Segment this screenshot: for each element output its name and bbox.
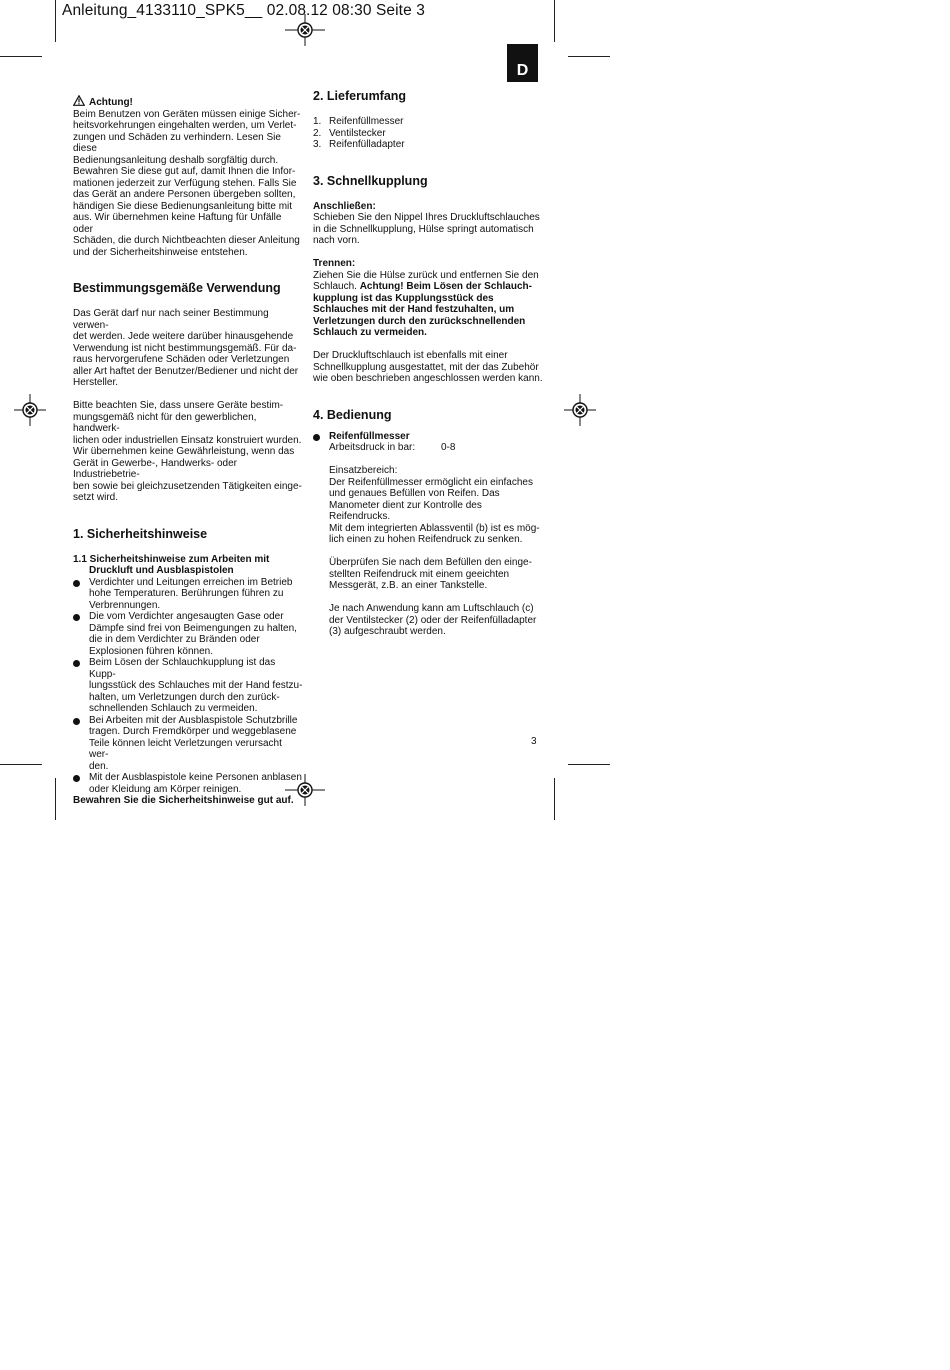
language-tab: D xyxy=(507,44,538,82)
crop-mark-top-right-horizontal xyxy=(568,56,610,57)
text-line: aller Art haftet der Benutzer/Bediener und nicht der xyxy=(73,365,299,377)
text-line: Schäden, die durch Nichtbeachten dieser Anleitung xyxy=(73,235,300,246)
scope-list-item xyxy=(313,139,543,151)
bullet-dot-icon xyxy=(73,775,80,782)
text-line: in die Schnellkupplung, Hülse springt automatisch xyxy=(313,223,534,235)
text-line: mationen jederzeit zur Verfügung stehen. Falls Sie xyxy=(73,177,297,189)
usage-paragraph-1 xyxy=(73,308,303,389)
text-line: Hersteller. xyxy=(73,377,119,388)
list-number: 3. xyxy=(313,139,322,150)
text-line: schnellenden Schlauch zu vermeiden. xyxy=(89,703,258,714)
text-line: oder Kleidung am Körper reinigen. xyxy=(89,783,242,795)
crop-mark-top-right-vertical xyxy=(554,0,555,42)
text-line: Schlauch zu vermeiden. xyxy=(313,327,427,338)
text-line: das Gerät an andere Personen übergeben sollten, xyxy=(73,189,296,200)
text-line: lungsstück des Schlauches mit der Hand festzu- xyxy=(89,680,303,691)
text-line: Bei Arbeiten mit der Ausblaspistole Schutzbrille xyxy=(89,714,298,726)
crop-mark-bottom-left-horizontal xyxy=(0,764,42,765)
text-line: (3) aufgeschraubt werden. xyxy=(329,626,446,637)
scope-list-item xyxy=(313,128,543,140)
text-line: Schlauches mit der Hand festzuhalten, um xyxy=(313,304,515,315)
text-line: det werden. Jede weitere darüber hinausgehende xyxy=(73,331,294,342)
list-item-label: Reifenfülladapter xyxy=(329,139,405,150)
safety-subheading-line-1: 1.1 Sicherheitshinweise zum Arbeiten mit xyxy=(73,553,270,565)
text-line: Explosionen führen können. xyxy=(89,645,213,657)
bullet-dot-icon xyxy=(73,614,80,621)
connect-title: Anschließen: xyxy=(313,200,376,212)
gauge-title: Reifenfüllmesser xyxy=(329,430,410,442)
warning-title: Achtung! xyxy=(89,97,133,108)
operation-heading: 4. Bedienung xyxy=(313,407,392,422)
text-line: händigen Sie diese Bedienungsanleitung bitte mit xyxy=(73,200,293,212)
safety-bullet-item xyxy=(73,657,303,715)
pressure-value: 0-8 xyxy=(441,442,456,453)
text-line: Mit der Ausblaspistole keine Personen anblasen xyxy=(89,772,302,783)
safety-bullet-item xyxy=(73,772,303,795)
text-line: raus hervorgerufene Schäden oder Verletzungen xyxy=(73,354,290,365)
safety-closing-note: Bewahren Sie die Sicherheitshinweise gut auf. xyxy=(73,795,294,806)
right-column xyxy=(313,89,543,638)
text-line: Bewahren Sie diese gut auf, damit Ihnen die Infor- xyxy=(73,166,296,177)
warning-text xyxy=(73,109,303,259)
list-number: 2. xyxy=(313,127,322,139)
usage-paragraph-2 xyxy=(73,400,303,504)
text-line: zungen und Schäden zu verhindern. Lesen Sie diese xyxy=(73,131,281,154)
text-line: Verdichter und Leitungen erreichen im Betrieb xyxy=(89,576,293,588)
coupling-heading: 3. Schnellkupplung xyxy=(313,173,428,188)
warning-heading xyxy=(73,95,303,109)
crop-mark-bottom-left-vertical xyxy=(55,778,56,820)
text-line: Das Gerät darf nur nach seiner Bestimmung verwen- xyxy=(73,308,269,331)
print-slug-header: Anleitung_4133110_SPK5__ 02.08.12 08:30 Seite 3 xyxy=(62,2,425,19)
text-line: Manometer dient zur Kontrolle des Reifendrucks. xyxy=(329,499,482,522)
text-line: und genaues Befüllen von Reifen. Das xyxy=(329,488,500,499)
text-line: nach vorn. xyxy=(313,235,360,246)
text-line: wie oben beschrieben angeschlossen werden kann. xyxy=(313,373,543,384)
list-item-label: Ventilstecker xyxy=(329,127,386,139)
usage-heading: Bestimmungsgemäße Verwendung xyxy=(73,281,281,295)
text-line: Schnellkupplung ausgestattet, mit der das Zubehör xyxy=(313,361,539,373)
text-line: Verwendung ist nicht bestimmungsgemäß. Für da- xyxy=(73,342,297,354)
text-line: tragen. Durch Fremdkörper und weggeblasene xyxy=(89,726,297,737)
list-item-label: Reifenfüllmesser xyxy=(329,116,404,127)
registration-mark-top-icon xyxy=(285,14,325,46)
text-line: Beim Benutzen von Geräten müssen einige Sicher- xyxy=(73,108,301,120)
scope-list-item xyxy=(313,116,543,128)
text-line: Teile können leicht Verletzungen verursacht wer- xyxy=(89,737,282,760)
text-line: Der Reifenfüllmesser ermöglicht ein einfaches xyxy=(329,476,533,488)
text-line: Die vom Verdichter angesaugten Gase oder xyxy=(89,611,284,622)
safety-bullet-item xyxy=(73,715,303,773)
text-line: Bitte beachten Sie, dass unsere Geräte bestim- xyxy=(73,400,284,411)
text-line: Verletzungen durch den zurückschnellenden xyxy=(313,315,526,327)
crop-mark-bottom-right-vertical xyxy=(554,778,555,820)
text-line: mungsgemäß nicht für den gewerblichen, handwerk- xyxy=(73,411,257,434)
text-line: setzt wird. xyxy=(73,492,119,503)
text-line: Wir übernehmen keine Gewährleistung, wenn das xyxy=(73,446,295,457)
text-line: der Ventilstecker (2) oder der Reifenfülladapter xyxy=(329,614,537,626)
text-line: den. xyxy=(89,760,109,772)
text-line: die in dem Verdichter zu Bränden oder xyxy=(89,634,260,645)
text-line: Bedienungsanleitung deshalb sorgfältig durch. xyxy=(73,154,279,166)
text-line xyxy=(313,281,543,293)
bullet-dot-icon xyxy=(73,660,80,667)
bullet-dot-icon xyxy=(313,434,320,441)
page-number: 3 xyxy=(531,736,537,747)
text-line: Ziehen Sie die Hülse zurück und entfernen Sie den xyxy=(313,269,539,281)
text-line: halten, um Verletzungen durch den zurück- xyxy=(89,691,280,703)
text-line: ben sowie bei gleichzusetzenden Tätigkeiten einge- xyxy=(73,480,302,492)
text-line: Messgerät, z.B. an einer Tankstelle. xyxy=(329,580,488,591)
warning-bold-text: Achtung! Beim Lösen der Schlauch- xyxy=(359,281,532,292)
text-line: Gerät in Gewerbe-, Handwerks- oder Industriebetrie- xyxy=(73,457,237,480)
crop-mark-bottom-right-horizontal xyxy=(568,764,610,765)
list-number: 1. xyxy=(313,116,322,127)
text-line: Verbrennungen. xyxy=(89,599,161,611)
separate-title: Trennen: xyxy=(313,258,356,269)
pressure-row xyxy=(329,442,543,454)
crop-mark-top-left-horizontal xyxy=(0,56,42,57)
safety-heading: 1. Sicherheitshinweise xyxy=(73,526,208,541)
warning-triangle-icon xyxy=(73,95,85,106)
text-line: lich einen zu hohen Reifendruck zu senken. xyxy=(329,534,523,545)
bullet-dot-icon xyxy=(73,580,80,587)
text-line: Überprüfen Sie nach dem Befüllen den einge- xyxy=(329,557,532,568)
registration-mark-left-icon xyxy=(14,394,46,426)
text-line: Schieben Sie den Nippel Ihres Druckluftschlauches xyxy=(313,212,540,223)
text-line: heitsvorkehrungen eingehalten werden, um Verlet- xyxy=(73,120,297,131)
text-line: und der Sicherheitshinweise entstehen. xyxy=(73,246,248,258)
text-line: Je nach Anwendung kann am Luftschlauch (c) xyxy=(329,603,534,614)
text-line: Mit dem integrierten Ablassventil (b) ist es mög- xyxy=(329,522,540,534)
text-line: Beim Lösen der Schlauchkupplung ist das Kupp- xyxy=(89,657,276,680)
safety-subheading-line-2: Druckluft und Ausblaspistolen xyxy=(89,565,234,576)
text-line: hohe Temperaturen. Berührungen führen zu xyxy=(89,588,284,599)
text-line: Der Druckluftschlauch ist ebenfalls mit einer xyxy=(313,350,508,361)
pressure-label: Arbeitsdruck in bar: xyxy=(329,442,416,453)
gauge-section xyxy=(313,431,543,638)
registration-mark-right-icon xyxy=(564,394,596,426)
safety-bullet-item xyxy=(73,611,303,657)
text-line: lichen oder industriellen Einsatz konstruiert wurden. xyxy=(73,434,302,446)
text-line: stellten Reifendruck mit einem geeichten xyxy=(329,568,510,580)
safety-bullet-item xyxy=(73,577,303,612)
text-span: Schlauch. xyxy=(313,281,360,292)
bullet-dot-icon xyxy=(73,718,80,725)
left-column xyxy=(73,95,303,807)
scope-heading: 2. Lieferumfang xyxy=(313,89,407,103)
text-line: aus. Wir übernehmen keine Haftung für Unfälle oder xyxy=(73,212,282,235)
text-line: Dämpfe sind frei von Beimengungen zu halten, xyxy=(89,622,297,634)
range-label: Einsatzbereich: xyxy=(329,465,398,476)
text-line: kupplung ist das Kupplungsstück des xyxy=(313,292,494,304)
crop-mark-top-left-vertical xyxy=(55,0,56,42)
